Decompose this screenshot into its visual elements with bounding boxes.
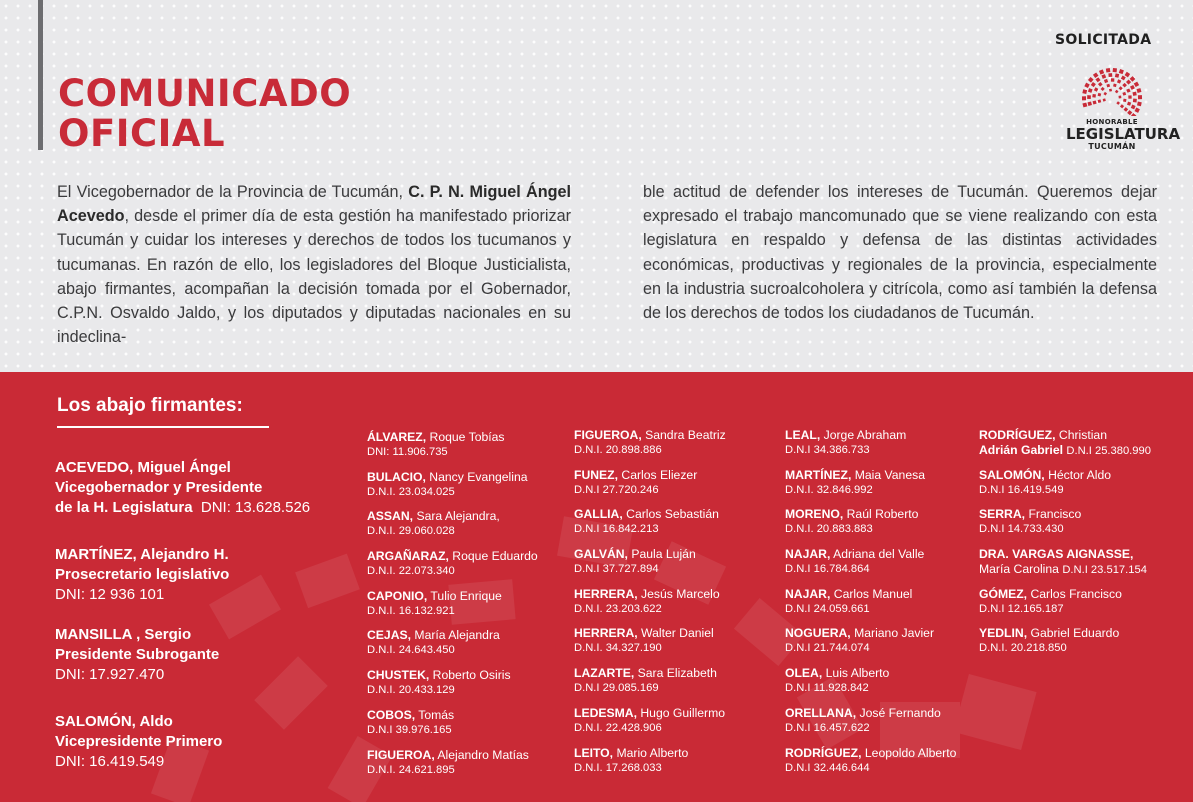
signer-entry: NOGUERA, Mariano Javier D.N.I 21.744.074 [785,626,935,655]
signer-entry: ORELLANA, José Fernando D.N.I 16.457.622 [785,705,941,734]
signer-entry: SERRA, Francisco D.N.I 14.733.430 [979,507,1082,536]
signer-entry: ÁLVAREZ, Roque Tobías DNI: 11.906.735 [367,430,505,458]
legislatura-logo: HONORABLE LEGISLATURA TUCUMÁN [1066,64,1158,151]
legislatura-emblem-icon [1081,64,1143,116]
accent-bar [38,0,43,150]
signer-entry: CHUSTEK, Roberto Osiris D.N.I. 20.433.129 [367,668,511,697]
signer-entry: MORENO, Raúl Roberto D.N.I. 20.883.883 [785,507,919,536]
title-underline [57,426,269,428]
signer-entry: LAZARTE, Sara Elizabeth D.N.I 29.085.169 [574,666,717,695]
signers-column-3 [785,428,985,785]
authority-3: MANSILLA , Sergio Presidente Subrogante DNI: 17.927.470 [55,626,220,683]
body-paragraph-1: El Vicegobernador de la Provincia de Tucumán, C. P. N. Miguel Ángel Acevedo, desde el primer día de esta gestión ha manifestado priorizar Tucumán y cuidar los intereses y derechos de todos los tucumanos y tucumanas. En razón de ello, los legisladores del Bloque Justicialista, abajo firmantes, acompañan la decisión tomada por el Gobernador, C.P.N. Osvaldo Jaldo, y los diputados y diputadas nacionales en su indeclina- [57,183,571,347]
signer-entry: RODRÍGUEZ, Leopoldo Alberto D.N.I 32.446.644 [785,745,957,774]
signer-entry: FIGUEROA, Sandra Beatriz D.N.I. 20.898.886 [574,428,726,456]
signer-entry: HERRERA, Walter Daniel D.N.I. 34.327.190 [574,626,714,655]
signer-entry: GALLIA, Carlos Sebastián D.N.I 16.842.213 [574,507,719,536]
signer-entry: LEDESMA, Hugo Guillermo D.N.I. 22.428.906 [574,705,726,734]
signer-entry: ARGAÑARAZ, Roque Eduardo D.N.I. 22.073.340 [367,549,538,578]
signers-title: Los abajo firmantes: [57,395,243,416]
signer-entry: LEAL, Jorge Abraham D.N.I 34.386.733 [785,428,907,456]
signer-entry: LEITO, Mario Alberto D.N.I. 17.268.033 [574,745,689,774]
signers-column-2 [574,428,774,785]
signers-column-1 [367,430,567,787]
signer-entry: DRA. VARGAS AIGNASSE, María Carolina D.N.I 23.517.154 [979,547,1147,577]
authority-2: MARTÍNEZ, Alejandro H. Prosecretario legislativo DNI: 12 936 101 [55,546,230,603]
signer-entry: SALOMÓN, Héctor Aldo D.N.I 16.419.549 [979,467,1112,496]
signer-entry: FUNEZ, Carlos Eliezer D.N.I 27.720.246 [574,467,698,496]
signer-entry: COBOS, Tomás D.N.I 39.976.165 [367,707,455,736]
authority-4: SALOMÓN, Aldo Vicepresidente Primero DNI: 16.419.549 [55,713,223,770]
signer-entry: CAPONIO, Tulio Enrique D.N.I. 16.132.921 [367,588,502,617]
signer-entry: MARTÍNEZ, Maia Vanesa D.N.I. 32.846.992 [785,467,925,496]
signer-entry: GÓMEZ, Carlos Francisco D.N.I 12.165.187 [979,586,1122,615]
signer-entry: RODRÍGUEZ, Christian Adrián Gabriel D.N.I 25.380.990 [979,428,1151,457]
header-section [0,0,1193,372]
authority-1: ACEVEDO, Miguel Ángel Vicegobernador y Presidente de la H. Legislatura DNI: 13.628.526 [55,459,311,516]
signer-entry: ASSAN, Sara Alejandra, D.N.I. 29.060.028 [367,509,500,538]
body-paragraph-2: ble actitud de defender los intereses de Tucumán. Queremos dejar expresado el trabajo mancomunado que se viene realizando con esta legislatura en respaldo y defensa de las distintas actividades económicas, productivas y regionales de la provincia, especialmente en la industria sucroalcoholera y citrícola, como así también la defensa de los derechos de todos los ciudadanos de Tucumán. [643,183,1157,323]
signer-entry: CEJAS, María Alejandra D.N.I. 24.643.450 [367,628,500,657]
signer-entry: GALVÁN, Paula Luján D.N.I 37.727.894 [574,547,696,576]
page-title: COMUNICADO OFICIAL [58,72,352,155]
signer-entry: YEDLIN, Gabriel Eduardo D.N.I. 20.218.850 [979,626,1120,655]
signer-entry: NAJAR, Carlos Manuel D.N.I 24.059.661 [785,586,913,615]
signer-entry: BULACIO, Nancy Evangelina D.N.I. 23.034.025 [367,469,528,498]
signer-entry: NAJAR, Adriana del Valle D.N.I 16.784.864 [785,547,925,576]
signers-section [0,372,1193,802]
signer-entry: FIGUEROA, Alejandro Matías D.N.I. 24.621.895 [367,747,529,776]
signers-column-4 [979,428,1189,666]
solicitada-label: SOLICITADA [1055,32,1152,48]
signer-entry: OLEA, Luis Alberto D.N.I 11.928.842 [785,666,890,695]
signer-entry: HERRERA, Jesús Marcelo D.N.I. 23.203.622 [574,586,720,615]
